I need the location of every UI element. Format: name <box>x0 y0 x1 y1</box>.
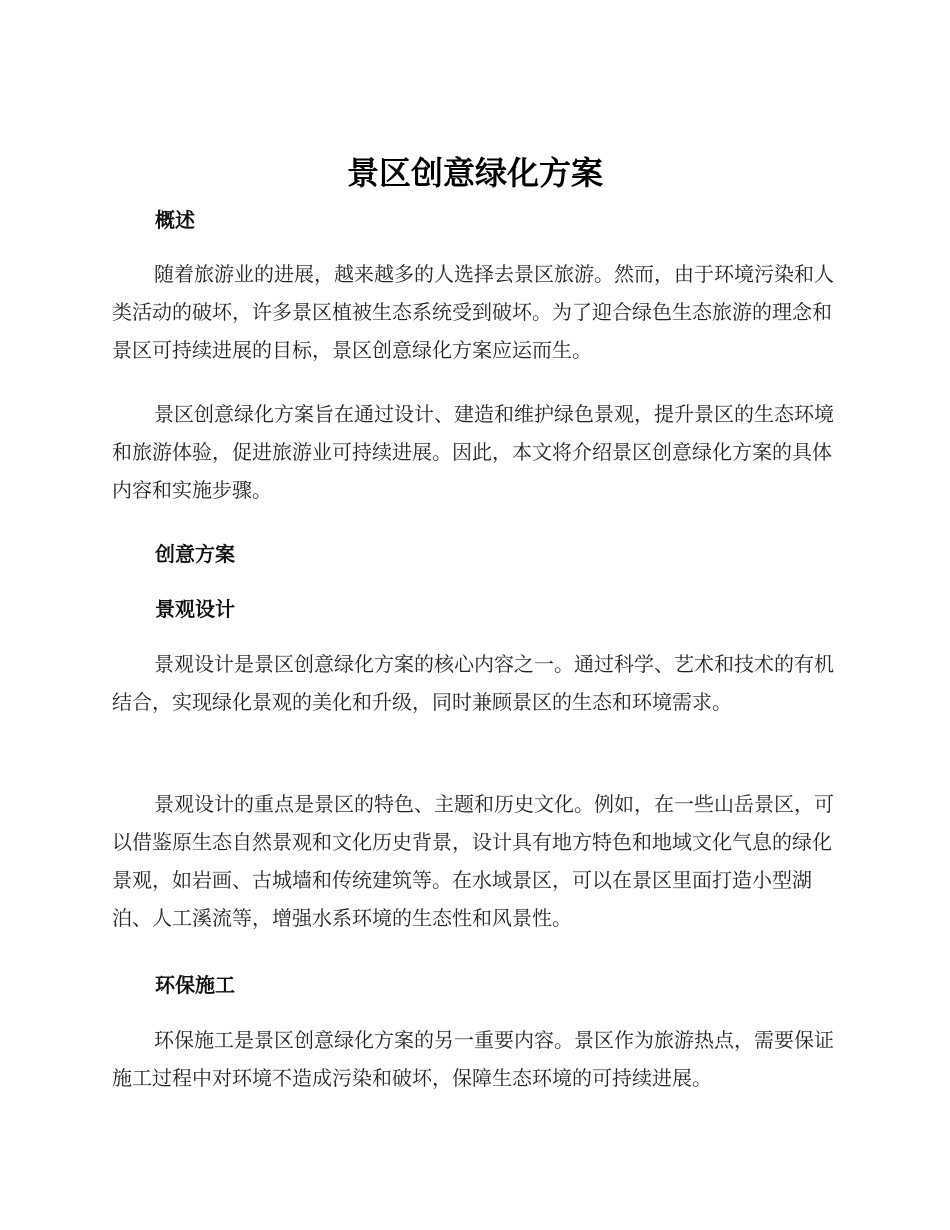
document-title: 景区创意绿化方案 <box>346 154 603 192</box>
heading-landscape-design: 景观设计 <box>155 597 235 621</box>
paragraph-overview-2: 景区创意绿化方案旨在通过设计、建造和维护绿色景观，提升景区的生态环境和旅游体验，促进旅游业可持续进展。因此，本文将介绍景区创意绿化方案的具体内容和实施步骤。 <box>112 402 834 502</box>
paragraph-landscape-design-1: 景观设计是景区创意绿化方案的核心内容之一。通过科学、艺术和技术的有机结合，实现绿化景观的美化和升级，同时兼顾景区的生态和环境需求。 <box>112 652 834 714</box>
paragraph-landscape-design-2: 景观设计的重点是景区的特色、主题和历史文化。例如，在一些山岳景区，可以借鉴原生态自然景观和文化历史背景，设计具有地方特色和地域文化气息的绿化景观，如岩画、古城墙和传统建筑等。在水域景区，可以在景区里面打造小型湖泊、人工溪流等，增强水系环境的生态性和风景性。 <box>112 792 834 930</box>
paragraph-eco-construction-1: 环保施工是景区创意绿化方案的另一重要内容。景区作为旅游热点，需要保证施工过程中对环境不造成污染和破坏，保障生态环境的可持续进展。 <box>112 1028 834 1090</box>
heading-creative-plan: 创意方案 <box>155 542 235 566</box>
heading-eco-construction: 环保施工 <box>155 973 235 997</box>
paragraph-overview-1: 随着旅游业的进展，越来越多的人选择去景区旅游。然而，由于环境污染和人类活动的破坏，许多景区植被生态系统受到破坏。为了迎合绿色生态旅游的理念和景区可持续进展的目标，景区创意绿化方案应运而生。 <box>112 262 834 362</box>
heading-overview: 概述 <box>155 208 195 232</box>
